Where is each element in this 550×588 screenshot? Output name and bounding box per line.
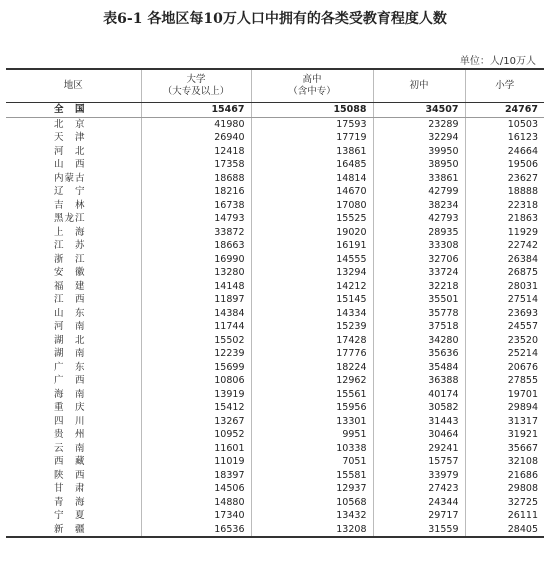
cell-high-school: 15561 — [251, 388, 373, 402]
cell-high-school: 14334 — [251, 307, 373, 321]
table-row — [6, 212, 544, 226]
cell-region: 江 苏 — [54, 240, 86, 251]
table-row — [6, 158, 544, 172]
cell-region: 青 海 — [54, 496, 86, 508]
cell-college: 15412 — [141, 401, 251, 415]
table-row — [6, 185, 544, 199]
table-header — [6, 70, 544, 103]
cell-middle-school: 31443 — [373, 415, 465, 429]
cell-college: 12418 — [141, 145, 251, 159]
cell-college: 14793 — [141, 212, 251, 226]
cell-middle-school: 39950 — [373, 145, 465, 159]
cell-college: 13919 — [141, 388, 251, 402]
table-row — [6, 509, 544, 523]
cell-primary-school: 23627 — [465, 172, 544, 186]
table-row — [6, 320, 544, 334]
cell-middle-school: 33861 — [373, 172, 465, 186]
cell-college: 18663 — [141, 239, 251, 253]
cell-middle-school: 32706 — [373, 253, 465, 267]
cell-high-school: 13301 — [251, 415, 373, 429]
cell-middle-school: 29241 — [373, 442, 465, 456]
cell-region: 山 西 — [54, 159, 86, 170]
table-row — [6, 199, 544, 213]
cell-region: 新 疆 — [54, 523, 86, 535]
education-table — [6, 70, 544, 536]
cell-region: 河 北 — [54, 145, 86, 157]
cell-high-school: 15525 — [251, 212, 373, 226]
cell-primary-school: 32725 — [465, 496, 544, 510]
cell-middle-school: 38950 — [373, 158, 465, 172]
table-row — [6, 307, 544, 321]
cell-middle-school: 37518 — [373, 320, 465, 334]
table-row — [6, 496, 544, 510]
table-row — [6, 428, 544, 442]
cell-primary-school: 31317 — [465, 415, 544, 429]
table-row — [6, 172, 544, 186]
cell-high-school: 19020 — [251, 226, 373, 240]
cell-middle-school: 29717 — [373, 509, 465, 523]
table-row — [6, 482, 544, 496]
table-row — [6, 226, 544, 240]
cell-high-school: 13861 — [251, 145, 373, 159]
table-row — [6, 239, 544, 253]
table-row — [6, 469, 544, 483]
cell-middle-school: 40174 — [373, 388, 465, 402]
header-primary-school: 小学 — [465, 70, 544, 103]
cell-college: 13267 — [141, 415, 251, 429]
header-high-line1: 高中 — [302, 74, 322, 85]
table-row — [6, 361, 544, 375]
cell-primary-school: 26384 — [465, 253, 544, 267]
cell-middle-school: 33724 — [373, 266, 465, 280]
cell-high-school: 14670 — [251, 185, 373, 199]
cell-high-school: 10568 — [251, 496, 373, 510]
cell-primary-school: 10503 — [465, 117, 544, 131]
cell-primary-school: 29894 — [465, 401, 544, 415]
cell-region: 黑龙江 — [54, 213, 86, 224]
cell-middle-school: 35484 — [373, 361, 465, 375]
cell-high-school: 15239 — [251, 320, 373, 334]
cell-college: 14506 — [141, 482, 251, 496]
cell-primary-school: 21863 — [465, 212, 544, 226]
cell-primary-school: 22318 — [465, 199, 544, 213]
header-high-school — [251, 70, 373, 103]
cell-college: 12239 — [141, 347, 251, 361]
cell-primary-school: 21686 — [465, 469, 544, 483]
table-row — [6, 347, 544, 361]
cell-college: 16738 — [141, 199, 251, 213]
cell-high-school: 18224 — [251, 361, 373, 375]
cell-middle-school: 32294 — [373, 131, 465, 145]
cell-college: 11897 — [141, 293, 251, 307]
cell-college: 18688 — [141, 172, 251, 186]
cell-high-school: 15956 — [251, 401, 373, 415]
cell-middle-school: 15757 — [373, 455, 465, 469]
cell-high-school: 16485 — [251, 158, 373, 172]
table-row — [6, 415, 544, 429]
cell-middle-school: 34507 — [373, 103, 465, 118]
cell-region: 山 东 — [54, 307, 86, 319]
cell-region: 四 川 — [54, 415, 86, 427]
cell-region: 陕 西 — [54, 469, 86, 481]
cell-college: 15467 — [141, 103, 251, 118]
table-row — [6, 401, 544, 415]
header-college-line2: （大专及以上） — [162, 86, 230, 97]
cell-region: 福 建 — [54, 280, 86, 292]
table-row — [6, 334, 544, 348]
cell-high-school: 17593 — [251, 117, 373, 131]
cell-college: 14148 — [141, 280, 251, 294]
cell-high-school: 17719 — [251, 131, 373, 145]
table-row — [6, 145, 544, 159]
cell-high-school: 13294 — [251, 266, 373, 280]
cell-primary-school: 23520 — [465, 334, 544, 348]
cell-primary-school: 16123 — [465, 131, 544, 145]
cell-college: 33872 — [141, 226, 251, 240]
cell-region: 宁 夏 — [54, 510, 86, 521]
cell-middle-school: 35778 — [373, 307, 465, 321]
table-row — [6, 131, 544, 145]
cell-region: 云 南 — [54, 442, 86, 454]
cell-middle-school: 38234 — [373, 199, 465, 213]
cell-college: 14880 — [141, 496, 251, 510]
cell-primary-school: 29808 — [465, 482, 544, 496]
cell-high-school: 17080 — [251, 199, 373, 213]
cell-high-school: 14212 — [251, 280, 373, 294]
cell-primary-school: 26111 — [465, 509, 544, 523]
header-middle-school: 初中 — [373, 70, 465, 103]
cell-high-school: 13208 — [251, 523, 373, 537]
cell-region: 全 国 — [6, 103, 141, 118]
cell-region: 海 南 — [54, 388, 86, 400]
cell-high-school: 16191 — [251, 239, 373, 253]
cell-middle-school: 24344 — [373, 496, 465, 510]
table-row — [6, 293, 544, 307]
cell-region: 辽 宁 — [54, 186, 86, 197]
cell-high-school: 14555 — [251, 253, 373, 267]
cell-high-school: 10338 — [251, 442, 373, 456]
cell-college: 18216 — [141, 185, 251, 199]
cell-primary-school: 35667 — [465, 442, 544, 456]
cell-high-school: 14814 — [251, 172, 373, 186]
table-row — [6, 266, 544, 280]
table-body — [6, 103, 544, 537]
cell-region: 北 京 — [54, 118, 86, 130]
cell-region: 广 东 — [54, 361, 86, 373]
cell-college: 16536 — [141, 523, 251, 537]
cell-college: 17358 — [141, 158, 251, 172]
cell-college: 11601 — [141, 442, 251, 456]
cell-college: 14384 — [141, 307, 251, 321]
cell-high-school: 12937 — [251, 482, 373, 496]
cell-primary-school: 19701 — [465, 388, 544, 402]
cell-region: 天 津 — [54, 132, 86, 143]
cell-college: 15699 — [141, 361, 251, 375]
cell-high-school: 17428 — [251, 334, 373, 348]
cell-college: 41980 — [141, 117, 251, 131]
table-row — [6, 442, 544, 456]
cell-primary-school: 19506 — [465, 158, 544, 172]
cell-region: 江 西 — [54, 294, 86, 305]
cell-college: 17340 — [141, 509, 251, 523]
table-row — [6, 117, 544, 131]
cell-primary-school: 24767 — [465, 103, 544, 118]
cell-primary-school: 25214 — [465, 347, 544, 361]
cell-region: 广 西 — [54, 375, 86, 386]
cell-region: 河 南 — [54, 321, 86, 332]
cell-primary-school: 11929 — [465, 226, 544, 240]
cell-region: 浙 江 — [54, 253, 86, 265]
cell-middle-school: 28935 — [373, 226, 465, 240]
cell-middle-school: 33308 — [373, 239, 465, 253]
cell-region: 贵 州 — [54, 429, 86, 440]
cell-middle-school: 30582 — [373, 401, 465, 415]
cell-primary-school: 31921 — [465, 428, 544, 442]
cell-primary-school: 24664 — [465, 145, 544, 159]
header-high-line2: （含中专） — [288, 86, 336, 97]
cell-middle-school: 32218 — [373, 280, 465, 294]
cell-high-school: 7051 — [251, 455, 373, 469]
cell-college: 16990 — [141, 253, 251, 267]
cell-primary-school: 27855 — [465, 374, 544, 388]
table-row — [6, 280, 544, 294]
cell-region: 安 徽 — [54, 267, 86, 278]
cell-college: 11744 — [141, 320, 251, 334]
cell-primary-school: 28405 — [465, 523, 544, 537]
header-college-line1: 大学 — [186, 74, 206, 85]
cell-college: 10806 — [141, 374, 251, 388]
cell-region: 上 海 — [54, 226, 86, 238]
table-row — [6, 455, 544, 469]
table-row — [6, 388, 544, 402]
cell-middle-school: 34280 — [373, 334, 465, 348]
cell-high-school: 15145 — [251, 293, 373, 307]
cell-high-school: 12962 — [251, 374, 373, 388]
table-title: 表6-1 各地区每10万人口中拥有的各类受教育程度人数 — [103, 11, 447, 27]
cell-middle-school: 33979 — [373, 469, 465, 483]
cell-primary-school: 22742 — [465, 239, 544, 253]
cell-high-school: 9951 — [251, 428, 373, 442]
cell-primary-school: 27514 — [465, 293, 544, 307]
cell-college: 26940 — [141, 131, 251, 145]
cell-college: 13280 — [141, 266, 251, 280]
cell-middle-school: 23289 — [373, 117, 465, 131]
table-row — [6, 253, 544, 267]
cell-middle-school: 36388 — [373, 374, 465, 388]
header-region: 地区 — [6, 70, 141, 103]
table-row-national-total — [6, 103, 544, 118]
cell-primary-school: 28031 — [465, 280, 544, 294]
cell-primary-school: 32108 — [465, 455, 544, 469]
cell-primary-school: 23693 — [465, 307, 544, 321]
header-college — [141, 70, 251, 103]
education-table-container — [6, 68, 544, 538]
cell-region: 湖 北 — [54, 334, 86, 346]
cell-college: 15502 — [141, 334, 251, 348]
cell-high-school: 15088 — [251, 103, 373, 118]
cell-high-school: 13432 — [251, 509, 373, 523]
cell-region: 甘 肃 — [54, 483, 86, 494]
cell-middle-school: 31559 — [373, 523, 465, 537]
cell-college: 18397 — [141, 469, 251, 483]
table-row — [6, 374, 544, 388]
cell-middle-school: 42793 — [373, 212, 465, 226]
cell-middle-school: 42799 — [373, 185, 465, 199]
cell-high-school: 15581 — [251, 469, 373, 483]
cell-middle-school: 35501 — [373, 293, 465, 307]
cell-region: 内蒙古 — [54, 172, 86, 184]
table-row — [6, 523, 544, 537]
cell-primary-school: 26875 — [465, 266, 544, 280]
header-row — [6, 70, 544, 103]
cell-middle-school: 27423 — [373, 482, 465, 496]
cell-middle-school: 30464 — [373, 428, 465, 442]
cell-primary-school: 24557 — [465, 320, 544, 334]
unit-label: 单位：人/10万人 — [459, 56, 536, 67]
cell-region: 重 庆 — [54, 402, 86, 413]
cell-region: 西 藏 — [54, 456, 86, 467]
cell-primary-school: 18888 — [465, 185, 544, 199]
cell-college: 10952 — [141, 428, 251, 442]
cell-high-school: 17776 — [251, 347, 373, 361]
cell-region: 吉 林 — [54, 199, 86, 211]
cell-region: 湖 南 — [54, 348, 86, 359]
cell-middle-school: 35636 — [373, 347, 465, 361]
cell-primary-school: 20676 — [465, 361, 544, 375]
cell-college: 11019 — [141, 455, 251, 469]
